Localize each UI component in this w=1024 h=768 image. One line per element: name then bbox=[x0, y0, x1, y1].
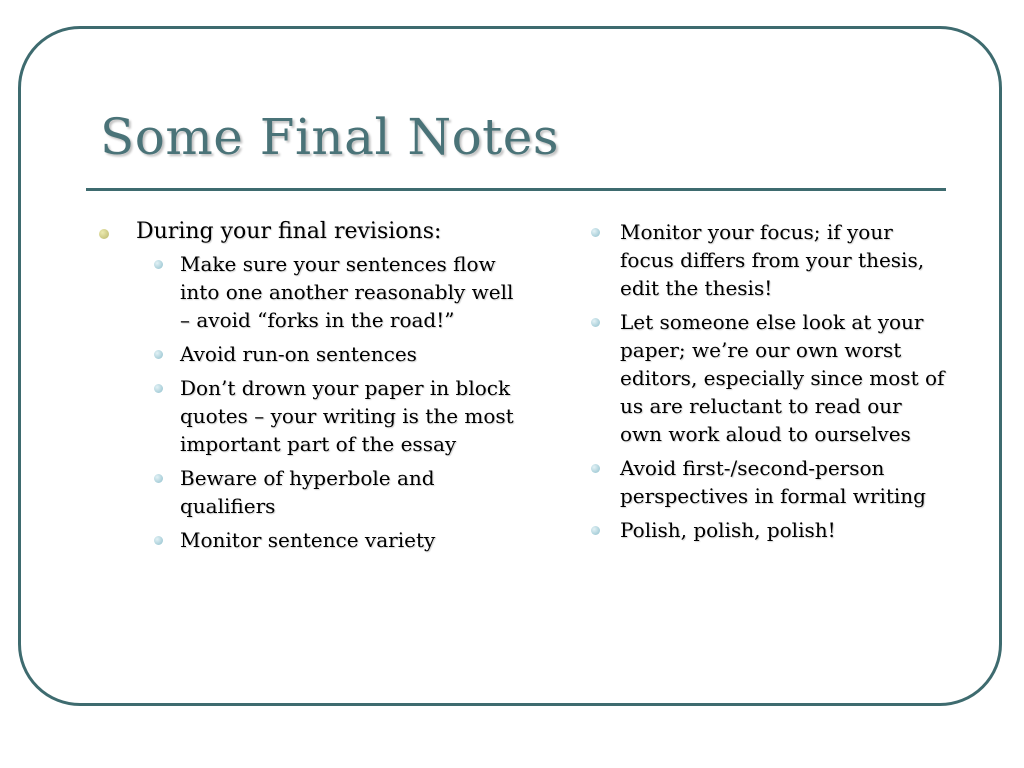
title-divider bbox=[86, 188, 946, 191]
list-item bbox=[136, 464, 516, 520]
list-item-text: Avoid first-/second-person perspectives in formal writing bbox=[620, 456, 926, 508]
round-bullet-icon bbox=[154, 474, 163, 483]
list-item bbox=[136, 526, 516, 554]
left-column bbox=[96, 218, 516, 560]
round-bullet-icon bbox=[591, 228, 600, 237]
list-item-text: Polish, polish, polish! bbox=[620, 518, 836, 542]
list-item bbox=[585, 308, 950, 448]
list-item bbox=[585, 454, 950, 510]
list-item bbox=[136, 374, 516, 458]
list-item-text: Let someone else look at your paper; we’re our own worst editors, especially since most of us are reluctant to read our own work aloud to ourselves bbox=[620, 310, 945, 446]
round-bullet-icon bbox=[591, 526, 600, 535]
slide-title: Some Final Notes bbox=[100, 108, 560, 166]
round-bullet-icon bbox=[154, 350, 163, 359]
right-bullet-list bbox=[585, 218, 950, 544]
list-item bbox=[585, 218, 950, 302]
list-item-text: Don’t drown your paper in block quotes – your writing is the most important part of the essay bbox=[180, 376, 514, 456]
list-item-text: Monitor your focus; if your focus differs from your thesis, edit the thesis! bbox=[620, 220, 925, 300]
round-bullet-icon bbox=[154, 260, 163, 269]
left-bullet-list bbox=[96, 218, 516, 554]
list-item-text: Monitor sentence variety bbox=[180, 528, 436, 552]
round-bullet-icon bbox=[591, 464, 600, 473]
round-bullet-icon bbox=[591, 318, 600, 327]
list-item bbox=[585, 516, 950, 544]
sub-bullet-list bbox=[136, 250, 516, 554]
round-bullet-icon bbox=[99, 229, 109, 239]
list-item-revisions bbox=[96, 218, 516, 554]
list-item-heading: During your final revisions: bbox=[136, 219, 442, 244]
list-item bbox=[136, 340, 516, 368]
list-item-text: Beware of hyperbole and qualifiers bbox=[180, 466, 435, 518]
list-item bbox=[136, 250, 516, 334]
round-bullet-icon bbox=[154, 384, 163, 393]
list-item-text: Make sure your sentences flow into one another reasonably well – avoid “forks in the road!” bbox=[180, 252, 514, 332]
list-item-text: Avoid run-on sentences bbox=[180, 342, 417, 366]
right-column bbox=[585, 218, 950, 550]
round-bullet-icon bbox=[154, 536, 163, 545]
